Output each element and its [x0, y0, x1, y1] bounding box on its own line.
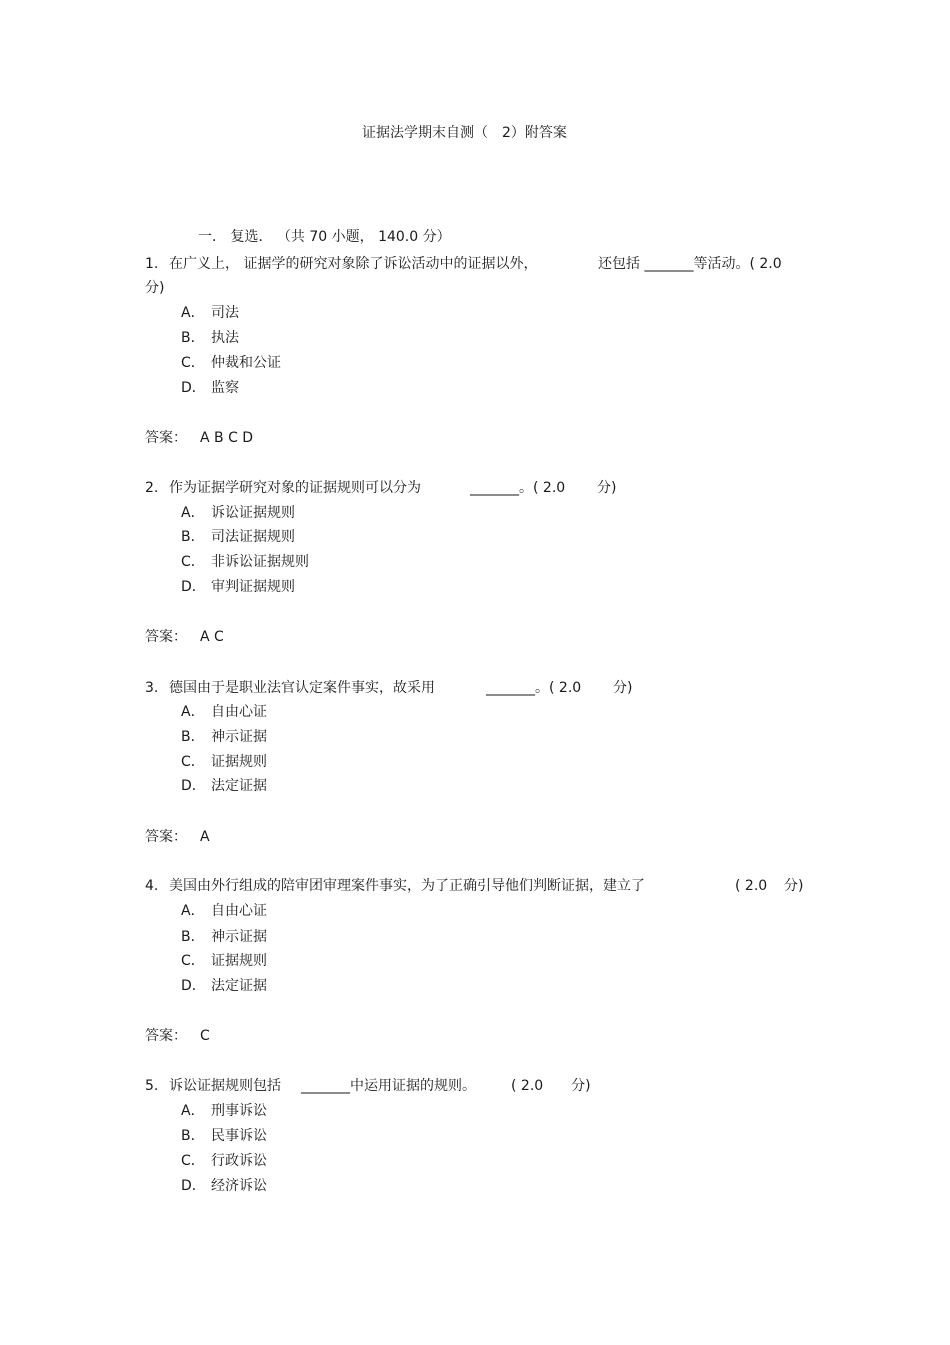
question-2-blank: _______。( 2.0 — [470, 480, 566, 496]
option-text: 司法证据规则 — [211, 529, 295, 545]
option-letter: B． — [181, 330, 205, 346]
question-1-score-tail: 分) — [145, 280, 165, 296]
answer-value: A C — [200, 629, 224, 645]
document-title: 证据法学期末自测（ 2）附答案 — [362, 125, 567, 141]
question-number: 1. — [145, 256, 159, 272]
question-2-option-a — [181, 504, 295, 522]
question-5-option-a — [181, 1102, 267, 1120]
question-number: 4. — [145, 878, 159, 894]
option-letter: A． — [181, 305, 205, 321]
option-text: 神示证据 — [211, 929, 267, 945]
option-letter: B． — [181, 729, 205, 745]
option-letter: A． — [181, 704, 205, 720]
question-1-option-a — [181, 304, 239, 322]
option-text: 司法 — [211, 305, 239, 321]
question-1-blank: 还包括 _______等活动。( 2.0 — [598, 256, 782, 272]
option-letter: D． — [181, 978, 206, 994]
question-3-option-d — [181, 777, 267, 795]
question-2-stem — [145, 479, 421, 497]
question-5-blank: _______中运用证据的规则。 — [301, 1078, 476, 1094]
option-text: 法定证据 — [211, 778, 267, 794]
option-letter: D． — [181, 1178, 206, 1194]
question-5-stem — [145, 1077, 281, 1095]
option-text: 审判证据规则 — [211, 579, 295, 595]
question-text: 在广义上， 证据学的研究对象除了诉讼活动中的证据以外， — [169, 256, 538, 272]
option-letter: B． — [181, 529, 205, 545]
option-letter: D． — [181, 778, 206, 794]
question-5-score: ( 2.0 分) — [511, 1078, 591, 1094]
question-4-score-tail: 分) — [784, 878, 804, 894]
question-4-score: ( 2.0 — [735, 878, 768, 894]
question-3-option-b — [181, 728, 267, 746]
option-letter: A． — [181, 1103, 205, 1119]
question-1-option-d — [181, 379, 239, 397]
option-letter: C． — [181, 355, 205, 371]
question-text: 作为证据学研究对象的证据规则可以分为 — [169, 480, 421, 496]
option-text: 自由心证 — [211, 704, 267, 720]
answer-value: A B C D — [200, 430, 254, 446]
option-text: 经济诉讼 — [211, 1178, 267, 1194]
option-text: 神示证据 — [211, 729, 267, 745]
question-3-blank: _______。( 2.0 — [486, 680, 582, 696]
answer-label: 答案： — [145, 829, 187, 845]
option-text: 执法 — [211, 330, 239, 346]
option-text: 监察 — [211, 380, 239, 396]
option-letter: C． — [181, 554, 205, 570]
question-3-option-c — [181, 753, 267, 771]
option-letter: C． — [181, 1153, 205, 1169]
question-3-score-tail: 分) — [613, 680, 633, 696]
option-letter: B． — [181, 929, 205, 945]
option-letter: A． — [181, 505, 205, 521]
option-letter: C． — [181, 953, 205, 969]
question-4-option-d — [181, 977, 267, 995]
question-2-score-tail: 分) — [597, 480, 617, 496]
option-text: 证据规则 — [211, 953, 267, 969]
question-1-option-b — [181, 329, 239, 347]
question-2-option-d — [181, 578, 295, 596]
option-text: 仲裁和公证 — [211, 355, 281, 371]
option-text: 法定证据 — [211, 978, 267, 994]
question-3-answer — [145, 828, 210, 846]
question-2-option-b — [181, 528, 295, 546]
question-2-answer — [145, 628, 224, 646]
option-text: 民事诉讼 — [211, 1128, 267, 1144]
question-3-option-a — [181, 703, 267, 721]
option-text: 诉讼证据规则 — [211, 505, 295, 521]
question-number: 2. — [145, 480, 159, 496]
question-1-answer — [145, 429, 253, 447]
question-5-option-d — [181, 1177, 267, 1195]
question-4-option-c — [181, 952, 267, 970]
question-4-stem — [145, 877, 645, 895]
question-5-option-c — [181, 1152, 267, 1170]
answer-label: 答案： — [145, 1028, 187, 1044]
option-letter: B． — [181, 1128, 205, 1144]
question-text: 美国由外行组成的陪审团审理案件事实，为了正确引导他们判断证据，建立了 — [169, 878, 645, 894]
question-4-option-a — [181, 902, 267, 920]
option-letter: D． — [181, 579, 206, 595]
question-4-option-b — [181, 928, 267, 946]
question-1-option-c — [181, 354, 281, 372]
question-number: 5. — [145, 1078, 159, 1094]
option-text: 刑事诉讼 — [211, 1103, 267, 1119]
question-2-option-c — [181, 553, 309, 571]
answer-label: 答案： — [145, 629, 187, 645]
option-letter: A． — [181, 903, 205, 919]
option-letter: D． — [181, 380, 206, 396]
question-text: 德国由于是职业法官认定案件事实，故采用 — [169, 680, 435, 696]
section-heading: 一． 复选． （共 70 小题， 140.0 分） — [198, 229, 451, 245]
option-text: 行政诉讼 — [211, 1153, 267, 1169]
option-text: 自由心证 — [211, 903, 267, 919]
question-4-answer — [145, 1027, 210, 1045]
option-letter: C． — [181, 754, 205, 770]
answer-value: A — [200, 829, 210, 845]
answer-label: 答案： — [145, 430, 187, 446]
option-text: 证据规则 — [211, 754, 267, 770]
question-5-option-b — [181, 1127, 267, 1145]
question-3-stem — [145, 679, 435, 697]
question-text: 诉讼证据规则包括 — [169, 1078, 281, 1094]
question-number: 3. — [145, 680, 159, 696]
answer-value: C — [200, 1028, 210, 1044]
question-1-stem — [145, 255, 537, 273]
option-text: 非诉讼证据规则 — [211, 554, 309, 570]
